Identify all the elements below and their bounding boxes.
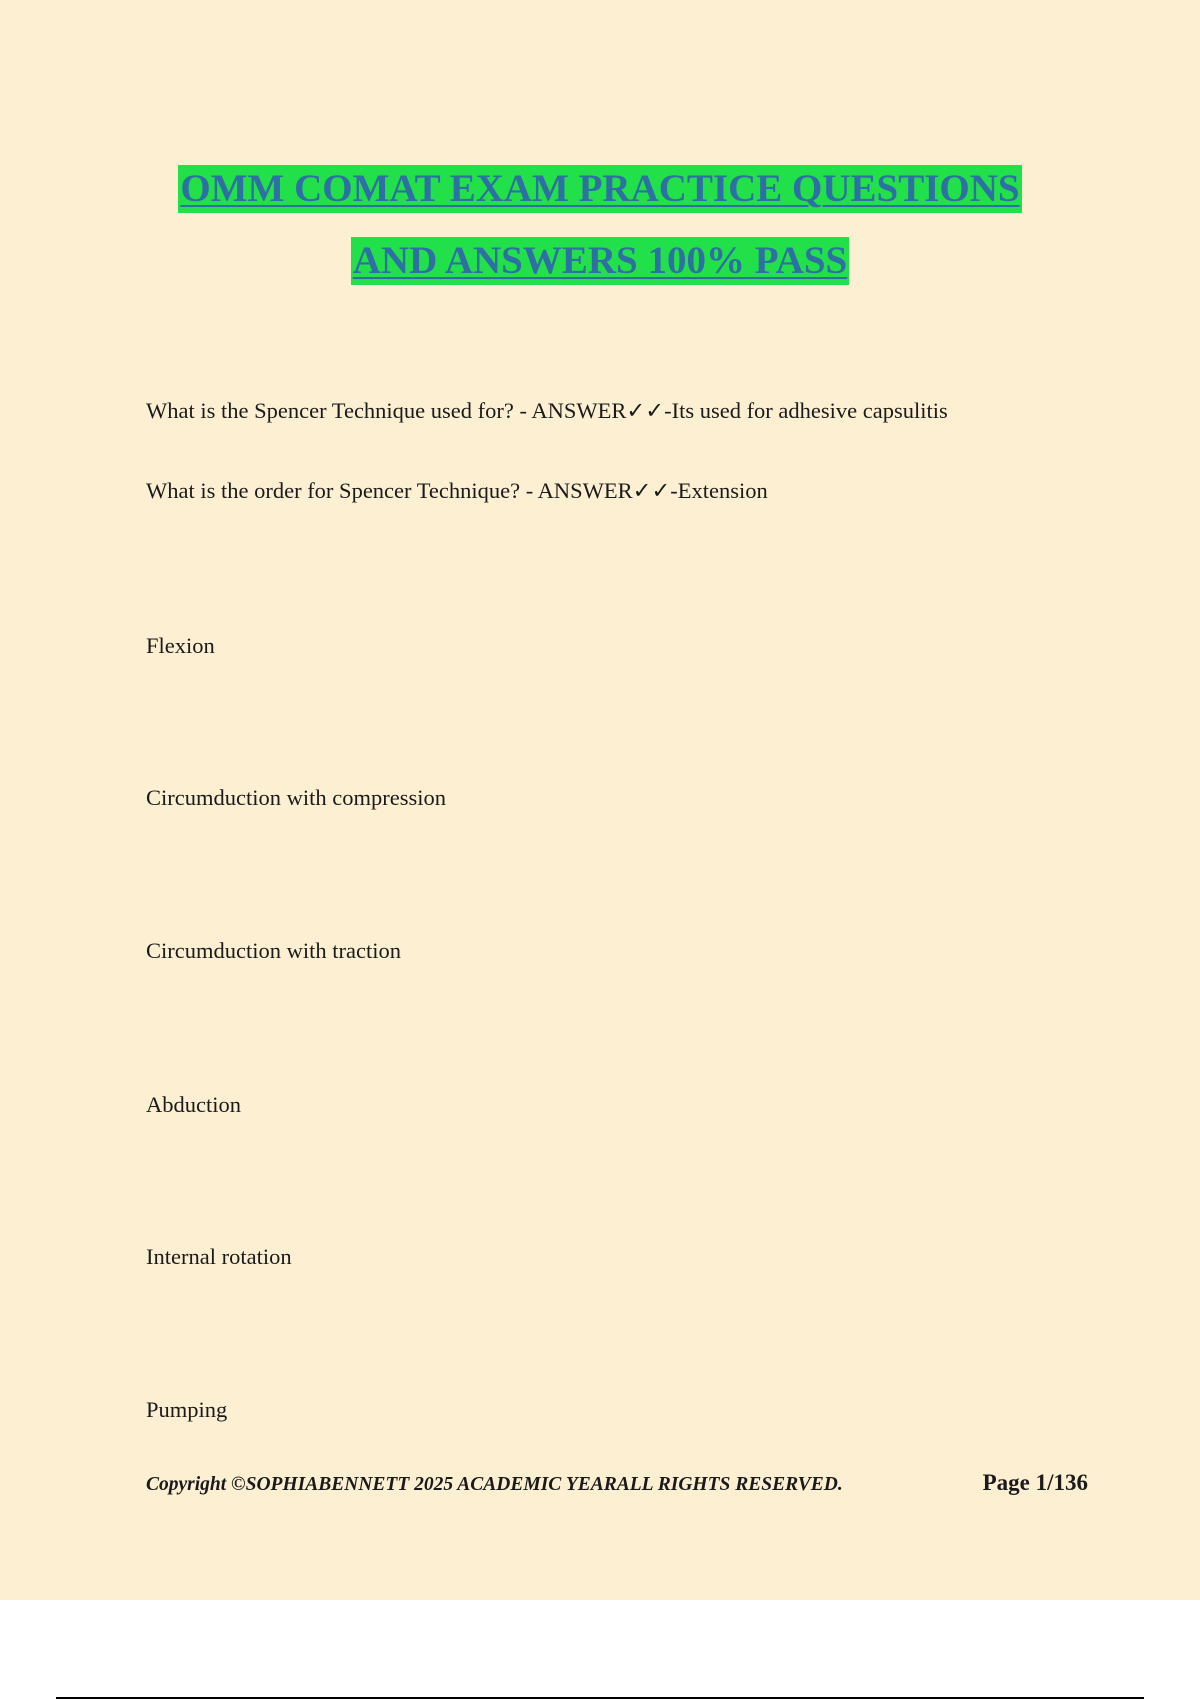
answer-step-line: Abduction bbox=[146, 1092, 241, 1117]
question-line: What is the order for Spencer Technique? - ANSWER✓✓-Extension bbox=[146, 478, 768, 503]
answer-step-line: Circumduction with compression bbox=[146, 785, 446, 810]
answer-step-line: Pumping bbox=[146, 1397, 228, 1422]
title-line-1: OMM COMAT EXAM PRACTICE QUESTIONS bbox=[178, 165, 1021, 213]
answer-step-line: Circumduction with traction bbox=[146, 938, 401, 963]
answer-step-line: Flexion bbox=[146, 633, 215, 658]
page-number: Page 1/136 bbox=[982, 1470, 1088, 1495]
title-line-2: AND ANSWERS 100% PASS bbox=[351, 237, 849, 285]
copyright-notice: Copyright ©SOPHIABENNETT 2025 ACADEMIC YEARALL RIGHTS RESERVED. bbox=[146, 1474, 843, 1495]
bottom-divider bbox=[56, 1697, 1144, 1699]
document-title bbox=[0, 165, 1200, 285]
answer-step-line: Internal rotation bbox=[146, 1244, 292, 1269]
question-line: What is the Spencer Technique used for? - ANSWER✓✓-Its used for adhesive capsulitis bbox=[146, 398, 948, 423]
